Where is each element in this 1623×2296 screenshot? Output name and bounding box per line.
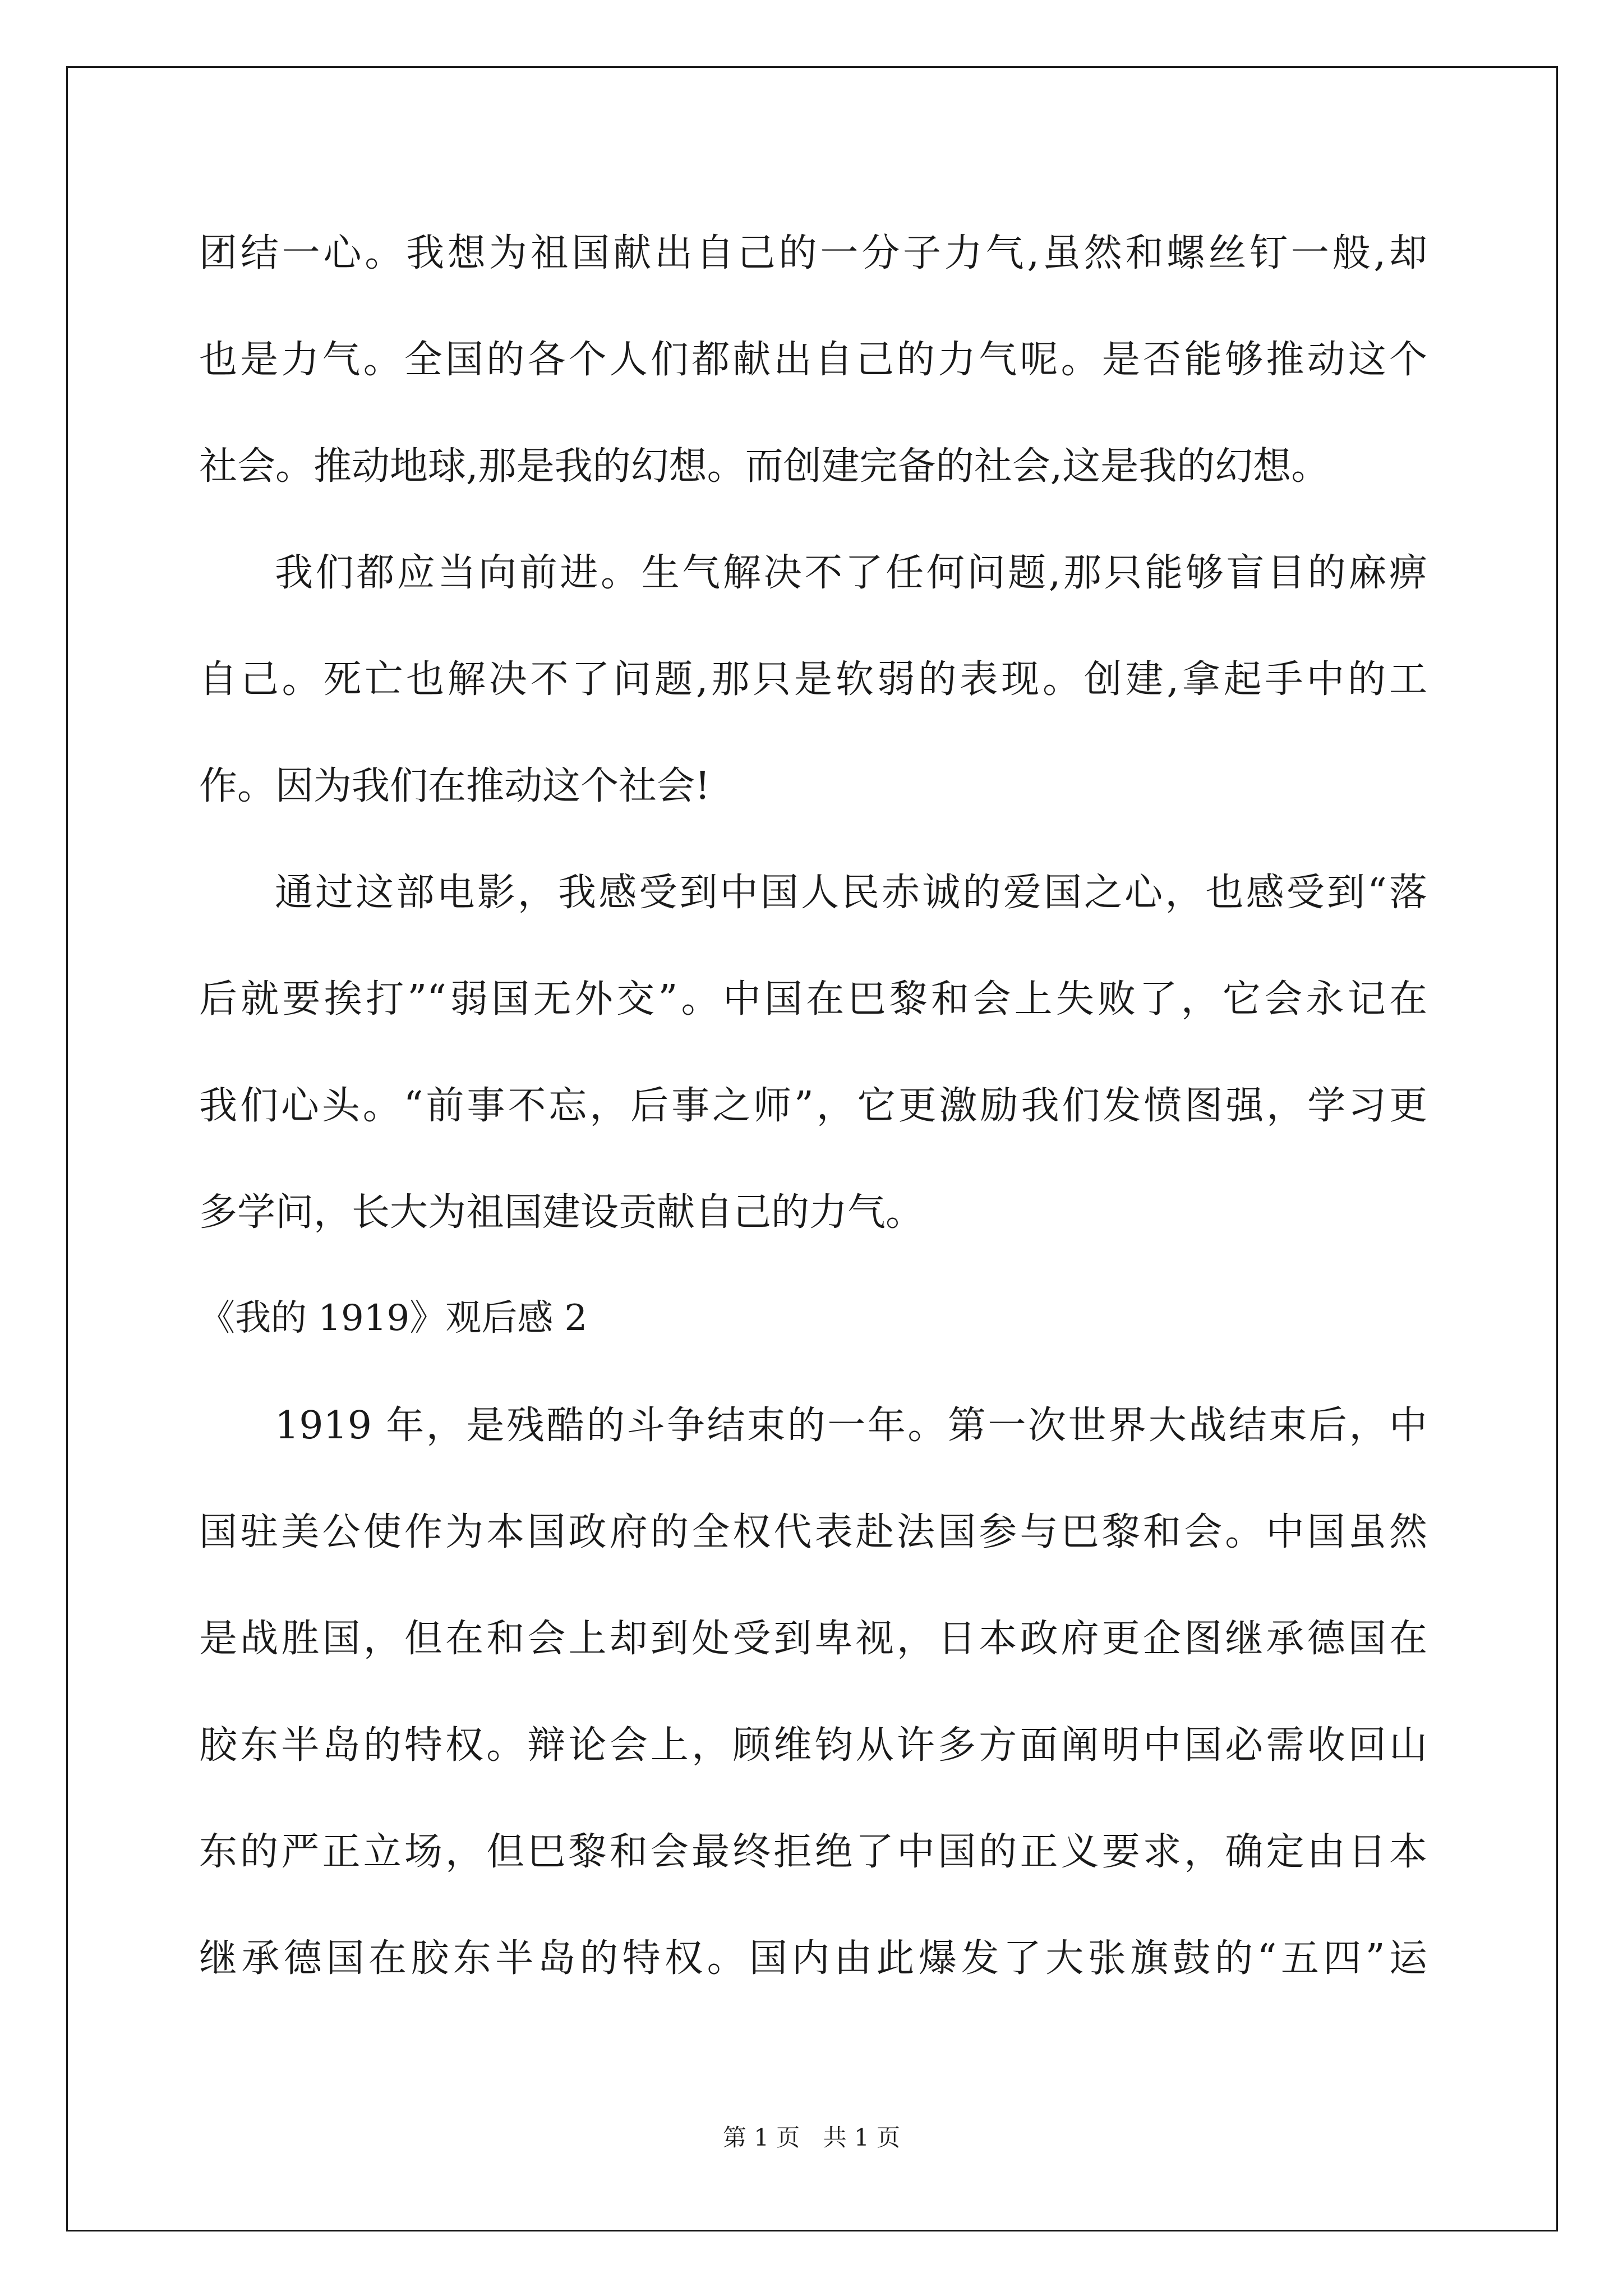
paragraph-3-line-4: 多学问，长大为祖国建设贡献自己的力气。	[199, 1190, 924, 1235]
paragraph-1-line-2: 也是力气。全国的各个人们都献出自己的力气呢。是否能够推动这个	[199, 338, 1427, 382]
section-heading: 《我的 1919》观后感 2	[199, 1297, 588, 1339]
paragraph-2-line-2: 自己。死亡也解决不了问题,那只是软弱的表现。创建,拿起手中的工	[199, 657, 1427, 702]
paragraph-3-line-3: 我们心头。“前事不忘，后事之师”，它更激励我们发愤图强，学习更	[199, 1084, 1427, 1128]
paragraph-2-line-3: 作。因为我们在推动这个社会!	[199, 764, 711, 808]
paragraph-1-line-1: 团结一心。我想为祖国献出自己的一分子力气,虽然和螺丝钉一般,却	[199, 231, 1427, 275]
paragraph-2-line-1: 我们都应当向前进。生气解决不了任何问题,那只能够盲目的麻痹	[275, 551, 1427, 595]
page-footer	[0, 2126, 1623, 2150]
page-total: 共 1 页	[823, 2124, 901, 2151]
paragraph-3-line-2: 后就要挨打”“弱国无外交”。中国在巴黎和会上失败了，它会永记在	[199, 977, 1427, 1022]
paragraph-5-line-6: 继承德国在胶东半岛的特权。国内由此爆发了大张旗鼓的“五四”运	[199, 1936, 1427, 1981]
paragraph-5-line-4: 胶东半岛的特权。辩论会上，顾维钧从许多方面阐明中国必需收回山	[199, 1723, 1427, 1768]
paragraph-5-line-2: 国驻美公使作为本国政府的全权代表赴法国参与巴黎和会。中国虽然	[199, 1510, 1427, 1554]
page-number: 第 1 页	[722, 2124, 800, 2151]
page-border	[66, 66, 1558, 2231]
paragraph-1-line-3: 社会。推动地球,那是我的幻想。而创建完备的社会,这是我的幻想。	[199, 444, 1330, 489]
paragraph-5-line-5: 东的严正立场，但巴黎和会最终拒绝了中国的正义要求，确定由日本	[199, 1830, 1427, 1874]
paragraph-5-line-3: 是战胜国，但在和会上却到处受到卑视，日本政府更企图继承德国在	[199, 1617, 1427, 1661]
paragraph-3-line-1: 通过这部电影，我感受到中国人民赤诚的爱国之心，也感受到“落	[275, 871, 1427, 915]
paragraph-5-line-1: 1919 年，是残酷的斗争结束的一年。第一次世界大战结束后，中	[275, 1404, 1427, 1448]
